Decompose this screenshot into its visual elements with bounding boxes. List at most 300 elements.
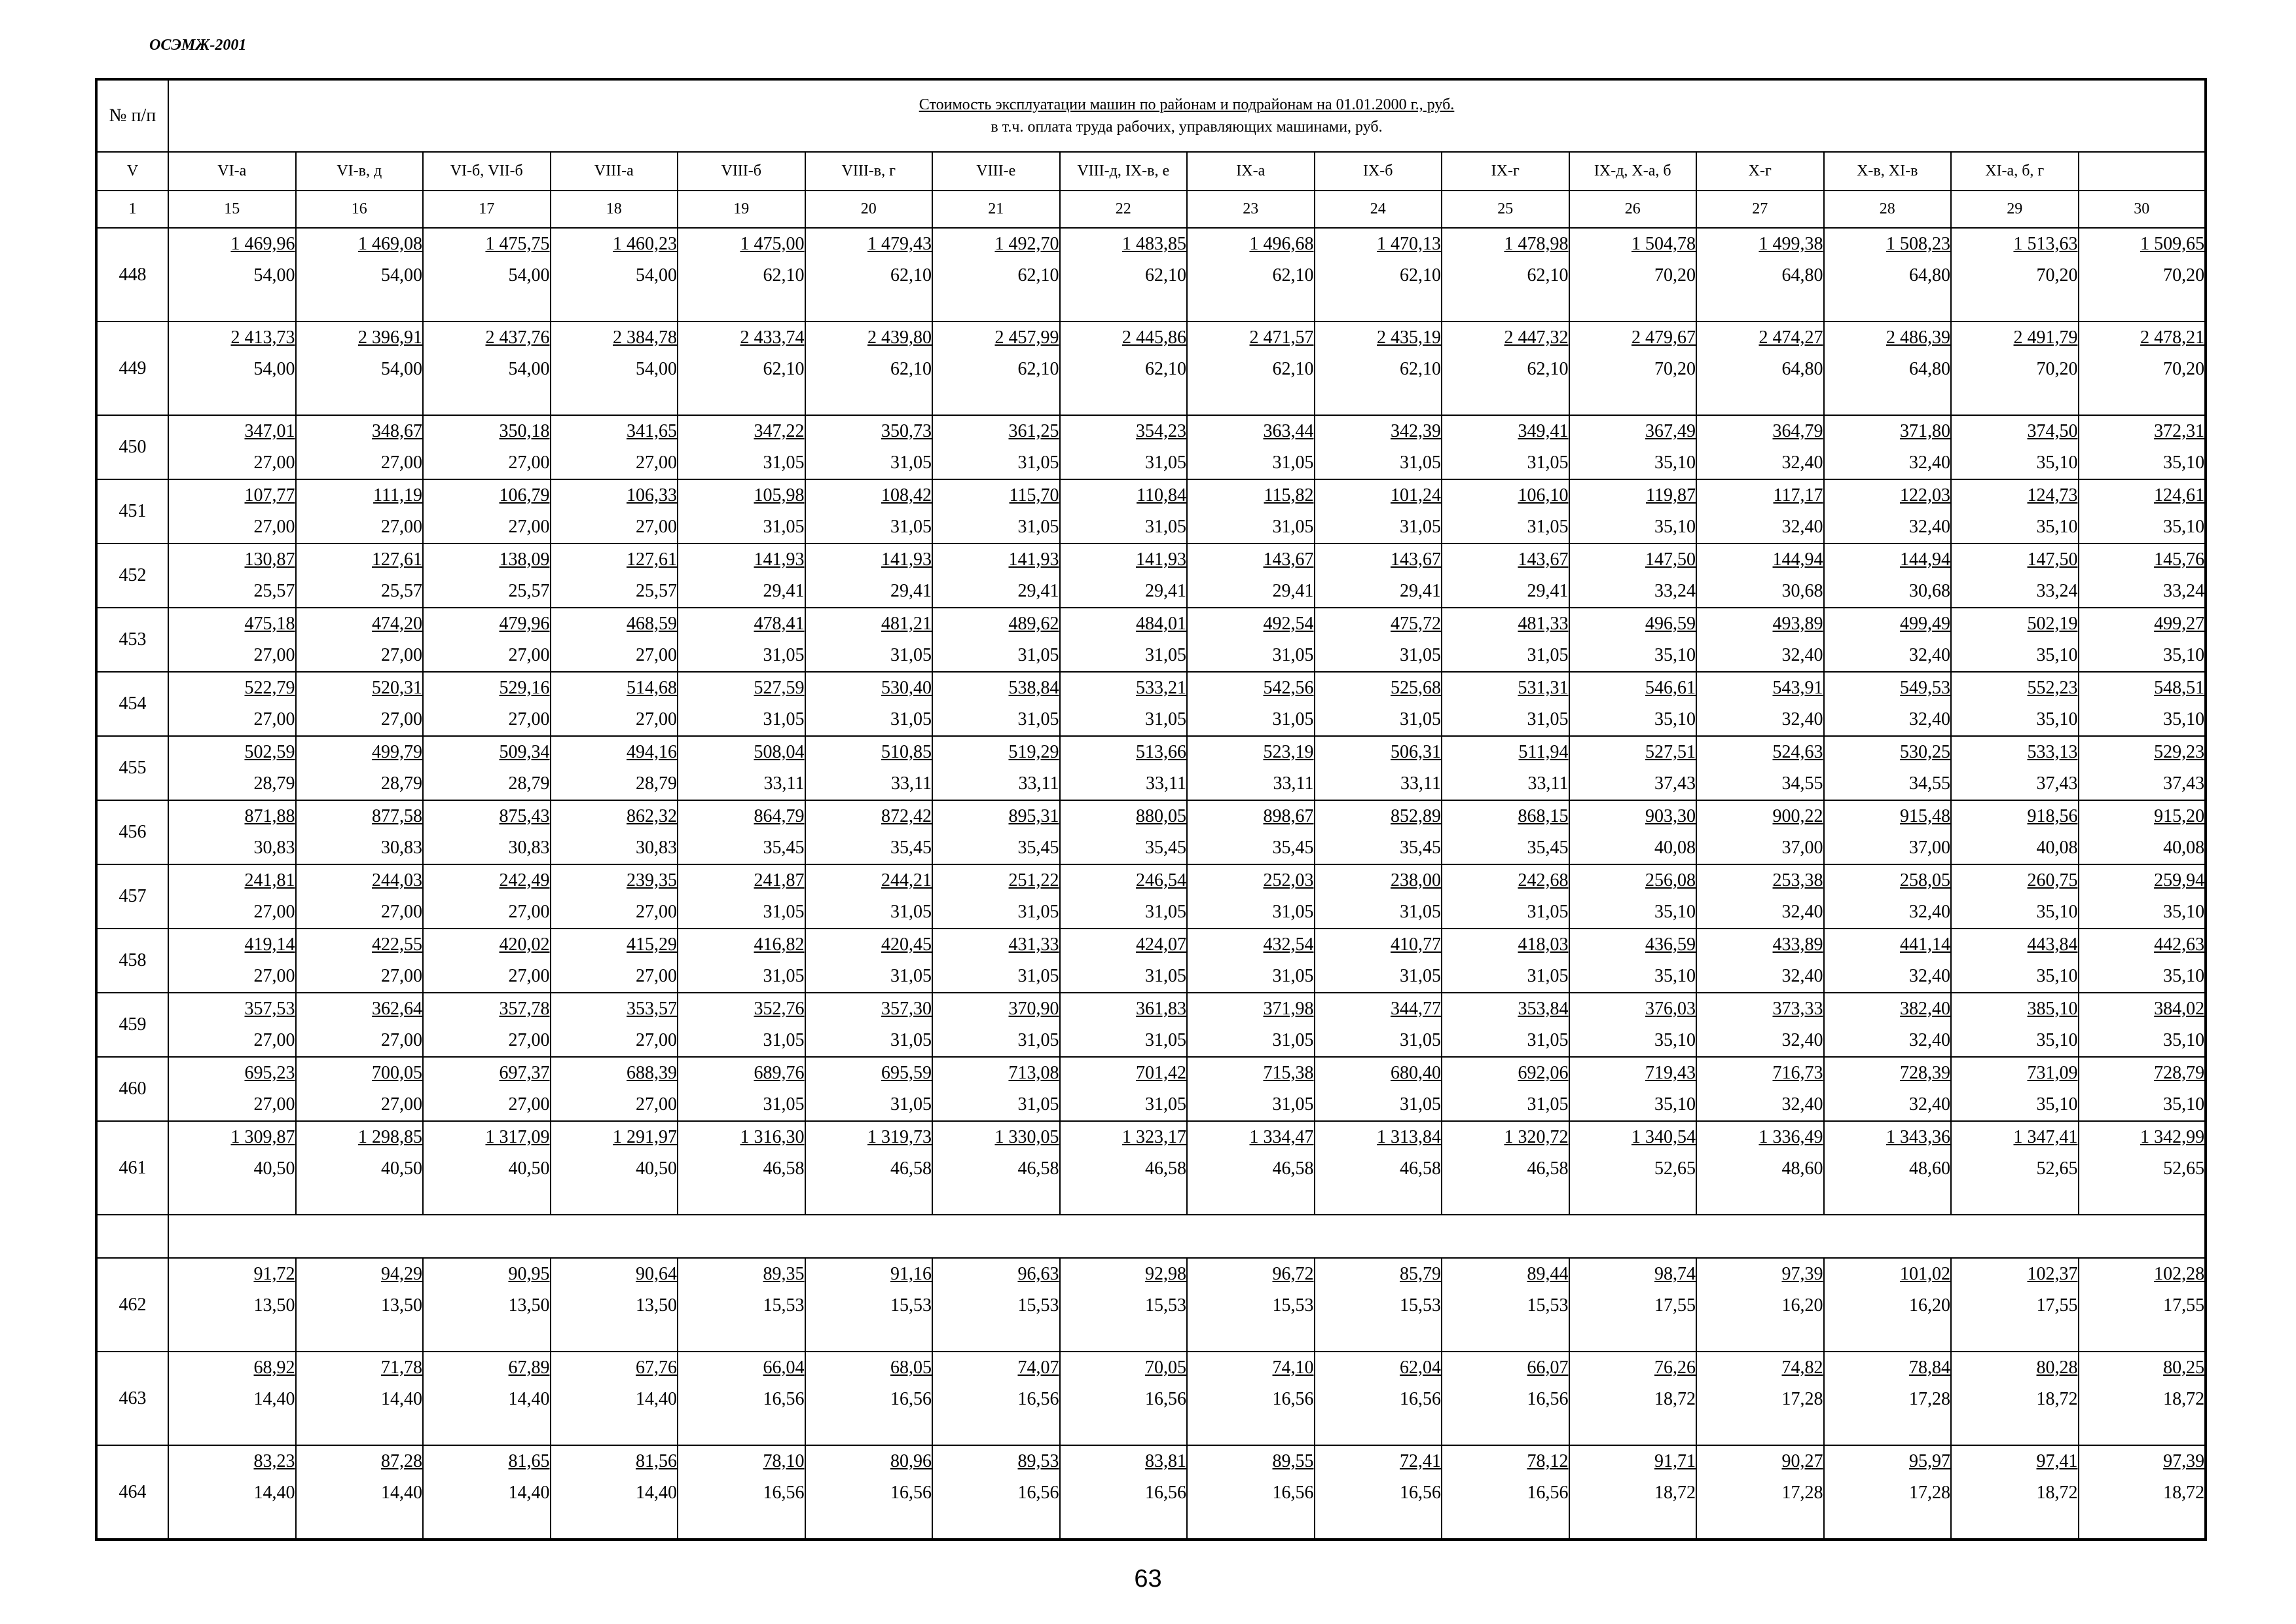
operating-cost: 533,21 xyxy=(1136,678,1186,698)
value-cell xyxy=(1315,864,1442,929)
labor-cost: 27,00 xyxy=(636,709,677,729)
value-cell xyxy=(551,228,678,322)
value-cell xyxy=(1951,1352,2079,1445)
labor-cost: 33,11 xyxy=(763,773,805,794)
operating-cost: 701,42 xyxy=(1136,1063,1186,1083)
labor-cost: 30,68 xyxy=(1781,581,1823,601)
operating-cost: 530,25 xyxy=(1900,742,1950,762)
operating-cost: 542,56 xyxy=(1263,678,1314,698)
value-cell xyxy=(1696,864,1824,929)
value-cell xyxy=(805,993,933,1057)
labor-cost: 31,05 xyxy=(1145,1094,1186,1115)
labor-cost: 16,20 xyxy=(1909,1295,1950,1316)
value-cell xyxy=(168,608,296,672)
value-cell xyxy=(1442,479,1569,544)
value-cell xyxy=(932,415,1060,479)
operating-cost: 147,50 xyxy=(2027,549,2078,570)
column-index: 23 xyxy=(1187,191,1315,228)
labor-cost: 70,20 xyxy=(1654,265,1696,286)
operating-cost: 1 336,49 xyxy=(1758,1127,1823,1147)
labor-cost: 31,05 xyxy=(890,517,932,537)
value-cell xyxy=(1442,1352,1569,1445)
labor-cost: 27,00 xyxy=(253,902,295,922)
value-cell xyxy=(1060,864,1188,929)
operating-cost: 419,14 xyxy=(244,934,295,955)
value-cell xyxy=(1315,736,1442,800)
operating-cost: 2 413,73 xyxy=(230,327,295,348)
operating-cost: 347,01 xyxy=(244,421,295,441)
operating-cost: 143,67 xyxy=(1263,549,1314,570)
value-cell xyxy=(805,864,933,929)
value-cell xyxy=(1696,672,1824,736)
operating-cost: 102,37 xyxy=(2027,1264,2078,1284)
value-cell xyxy=(296,864,424,929)
operating-cost: 1 508,23 xyxy=(1886,234,1950,254)
value-cell xyxy=(1696,736,1824,800)
labor-cost: 27,00 xyxy=(636,1094,677,1115)
operating-cost: 538,84 xyxy=(1008,678,1059,698)
labor-cost: 16,56 xyxy=(1017,1483,1059,1503)
value-cell xyxy=(551,479,678,544)
labor-cost: 31,05 xyxy=(1145,517,1186,537)
value-cell xyxy=(423,544,551,608)
operating-cost: 96,72 xyxy=(1272,1264,1314,1284)
column-index: 29 xyxy=(1951,191,2079,228)
labor-cost: 27,00 xyxy=(381,1094,422,1115)
operating-cost: 2 486,39 xyxy=(1886,327,1950,348)
operating-cost: 484,01 xyxy=(1136,614,1186,634)
value-cell xyxy=(1951,479,2079,544)
machine-cost-table xyxy=(95,78,2207,1541)
value-cell xyxy=(168,864,296,929)
labor-cost: 70,20 xyxy=(1654,359,1696,379)
operating-cost: 361,83 xyxy=(1136,999,1186,1019)
table-row xyxy=(96,1445,2206,1540)
operating-cost: 1 343,36 xyxy=(1886,1127,1950,1147)
value-cell xyxy=(1824,415,1952,479)
labor-cost: 16,56 xyxy=(1400,1389,1441,1409)
labor-cost: 54,00 xyxy=(636,359,677,379)
column-index: 16 xyxy=(296,191,424,228)
table-row xyxy=(96,228,2206,322)
labor-cost: 28,79 xyxy=(381,773,422,794)
value-cell xyxy=(1569,228,1697,322)
value-cell xyxy=(1187,864,1315,929)
value-cell xyxy=(1315,929,1442,993)
value-cell xyxy=(296,544,424,608)
value-cell xyxy=(1187,1445,1315,1540)
value-cell xyxy=(168,415,296,479)
value-cell xyxy=(1187,479,1315,544)
value-cell xyxy=(1569,544,1697,608)
labor-cost: 48,60 xyxy=(1909,1158,1950,1179)
value-cell xyxy=(678,608,805,672)
labor-cost: 25,57 xyxy=(381,581,422,601)
operating-cost: 543,91 xyxy=(1772,678,1823,698)
operating-cost: 80,96 xyxy=(890,1451,932,1471)
value-cell xyxy=(678,1258,805,1352)
labor-cost: 35,10 xyxy=(1654,966,1696,986)
section-break-number xyxy=(96,1215,168,1258)
value-cell xyxy=(296,1258,424,1352)
operating-cost: 2 478,21 xyxy=(2140,327,2205,348)
row-number: 462 xyxy=(96,1258,168,1352)
value-cell xyxy=(1060,672,1188,736)
value-cell xyxy=(1824,544,1952,608)
row-number: 455 xyxy=(96,736,168,800)
labor-cost: 40,08 xyxy=(1654,838,1696,858)
operating-cost: 2 439,80 xyxy=(867,327,932,348)
value-cell xyxy=(932,1121,1060,1215)
labor-cost: 28,79 xyxy=(636,773,677,794)
operating-cost: 370,90 xyxy=(1008,999,1059,1019)
region-header: VI-а xyxy=(168,152,296,191)
table-row xyxy=(96,800,2206,864)
labor-cost: 27,00 xyxy=(381,709,422,729)
value-cell xyxy=(551,800,678,864)
operating-cost: 367,49 xyxy=(1645,421,1696,441)
value-cell xyxy=(551,993,678,1057)
region-header: VIII-д, IX-в, е xyxy=(1060,152,1188,191)
labor-cost: 62,10 xyxy=(1400,265,1441,286)
value-cell xyxy=(423,608,551,672)
value-cell xyxy=(551,608,678,672)
operating-cost: 716,73 xyxy=(1772,1063,1823,1083)
operating-cost: 138,09 xyxy=(499,549,550,570)
labor-cost: 35,10 xyxy=(1654,902,1696,922)
column-index: 21 xyxy=(932,191,1060,228)
operating-cost: 1 478,98 xyxy=(1504,234,1569,254)
operating-cost: 852,89 xyxy=(1391,806,1441,826)
operating-cost: 67,76 xyxy=(636,1357,677,1378)
value-cell xyxy=(678,415,805,479)
value-cell xyxy=(678,1445,805,1540)
value-cell xyxy=(1569,929,1697,993)
operating-cost: 106,79 xyxy=(499,485,550,506)
operating-cost: 499,27 xyxy=(2154,614,2205,634)
value-cell xyxy=(168,1121,296,1215)
operating-cost: 420,45 xyxy=(881,934,932,955)
labor-cost: 27,00 xyxy=(508,709,550,729)
value-cell xyxy=(1442,929,1569,993)
operating-cost: 66,04 xyxy=(763,1357,805,1378)
labor-cost: 17,55 xyxy=(2036,1295,2078,1316)
value-cell xyxy=(1442,800,1569,864)
operating-cost: 80,25 xyxy=(2163,1357,2205,1378)
labor-cost: 31,05 xyxy=(1400,1094,1441,1115)
operating-cost: 85,79 xyxy=(1400,1264,1441,1284)
operating-cost: 728,39 xyxy=(1900,1063,1950,1083)
operating-cost: 101,24 xyxy=(1391,485,1441,506)
operating-cost: 548,51 xyxy=(2154,678,2205,698)
operating-cost: 66,07 xyxy=(1527,1357,1569,1378)
value-cell xyxy=(1569,672,1697,736)
operating-cost: 122,03 xyxy=(1900,485,1950,506)
operating-cost: 81,56 xyxy=(636,1451,677,1471)
value-cell xyxy=(1187,929,1315,993)
operating-cost: 238,00 xyxy=(1391,870,1441,891)
table-row xyxy=(96,929,2206,993)
region-header: VIII-а xyxy=(551,152,678,191)
operating-cost: 251,22 xyxy=(1008,870,1059,891)
labor-cost: 16,56 xyxy=(1527,1389,1569,1409)
operating-cost: 877,58 xyxy=(372,806,422,826)
value-cell xyxy=(1824,1057,1952,1121)
value-cell xyxy=(2079,800,2206,864)
value-cell xyxy=(2079,993,2206,1057)
value-cell xyxy=(296,1352,424,1445)
value-cell xyxy=(2079,929,2206,993)
labor-cost: 29,41 xyxy=(1272,581,1314,601)
labor-cost: 35,10 xyxy=(2163,645,2205,665)
labor-cost: 15,53 xyxy=(1400,1295,1441,1316)
value-cell xyxy=(932,322,1060,415)
operating-cost: 141,93 xyxy=(881,549,932,570)
value-cell xyxy=(932,228,1060,322)
value-cell xyxy=(1696,1445,1824,1540)
operating-cost: 692,06 xyxy=(1518,1063,1569,1083)
value-cell xyxy=(1569,864,1697,929)
labor-cost: 35,10 xyxy=(2163,1094,2205,1115)
operating-cost: 124,61 xyxy=(2154,485,2205,506)
operating-cost: 78,10 xyxy=(763,1451,805,1471)
operating-cost: 915,20 xyxy=(2154,806,2205,826)
operating-cost: 361,25 xyxy=(1008,421,1059,441)
operating-cost: 688,39 xyxy=(627,1063,677,1083)
operating-cost: 83,81 xyxy=(1145,1451,1186,1471)
value-cell xyxy=(1951,544,2079,608)
operating-cost: 90,27 xyxy=(1781,1451,1823,1471)
labor-cost: 32,40 xyxy=(1781,452,1823,473)
operating-cost: 474,20 xyxy=(372,614,422,634)
labor-cost: 34,55 xyxy=(1781,773,1823,794)
operating-cost: 371,80 xyxy=(1900,421,1950,441)
operating-cost: 96,63 xyxy=(1017,1264,1059,1284)
labor-cost: 37,43 xyxy=(2163,773,2205,794)
labor-cost: 31,05 xyxy=(1272,517,1314,537)
operating-cost: 89,55 xyxy=(1272,1451,1314,1471)
value-cell xyxy=(1315,322,1442,415)
value-cell xyxy=(1442,544,1569,608)
value-cell xyxy=(932,864,1060,929)
labor-cost: 15,53 xyxy=(1017,1295,1059,1316)
value-cell xyxy=(1442,1258,1569,1352)
value-cell xyxy=(1569,415,1697,479)
value-cell xyxy=(168,993,296,1057)
operating-cost: 72,41 xyxy=(1400,1451,1441,1471)
region-header: IX-б xyxy=(1315,152,1442,191)
operating-cost: 689,76 xyxy=(754,1063,805,1083)
operating-cost: 95,97 xyxy=(1909,1451,1950,1471)
labor-cost: 33,11 xyxy=(1527,773,1569,794)
labor-cost: 25,57 xyxy=(636,581,677,601)
operating-cost: 68,05 xyxy=(890,1357,932,1378)
value-cell xyxy=(1315,1121,1442,1215)
operating-cost: 364,79 xyxy=(1772,421,1823,441)
labor-cost: 31,05 xyxy=(1272,709,1314,729)
value-cell xyxy=(1951,415,2079,479)
labor-cost: 27,00 xyxy=(636,452,677,473)
operating-cost: 494,16 xyxy=(627,742,677,762)
value-cell xyxy=(1569,1445,1697,1540)
labor-cost: 35,45 xyxy=(1017,838,1059,858)
region-header: VIII-е xyxy=(932,152,1060,191)
region-header-row xyxy=(96,152,2206,191)
table-row xyxy=(96,672,2206,736)
operating-cost: 1 342,99 xyxy=(2140,1127,2205,1147)
operating-cost: 719,43 xyxy=(1645,1063,1696,1083)
labor-cost: 54,00 xyxy=(508,265,550,286)
value-cell xyxy=(1824,1258,1952,1352)
value-cell xyxy=(805,1258,933,1352)
labor-cost: 35,10 xyxy=(2163,517,2205,537)
value-cell xyxy=(1951,1057,2079,1121)
labor-cost: 27,00 xyxy=(253,645,295,665)
labor-cost: 31,05 xyxy=(1272,1030,1314,1050)
column-index: 22 xyxy=(1060,191,1188,228)
operating-cost: 260,75 xyxy=(2027,870,2078,891)
operating-cost: 354,23 xyxy=(1136,421,1186,441)
labor-cost: 31,05 xyxy=(1017,452,1059,473)
value-cell xyxy=(296,672,424,736)
value-cell xyxy=(296,800,424,864)
labor-cost: 62,10 xyxy=(1017,359,1059,379)
labor-cost: 16,56 xyxy=(763,1483,805,1503)
value-cell xyxy=(1187,1352,1315,1445)
value-cell xyxy=(805,479,933,544)
labor-cost: 62,10 xyxy=(1017,265,1059,286)
operating-cost: 493,89 xyxy=(1772,614,1823,634)
value-cell xyxy=(1951,322,2079,415)
labor-cost: 31,05 xyxy=(1272,452,1314,473)
labor-cost: 31,05 xyxy=(890,1030,932,1050)
operating-cost: 83,23 xyxy=(253,1451,295,1471)
operating-cost: 1 475,00 xyxy=(740,234,805,254)
operating-cost: 524,63 xyxy=(1772,742,1823,762)
value-cell xyxy=(1187,544,1315,608)
labor-cost: 14,40 xyxy=(636,1389,677,1409)
operating-cost: 363,44 xyxy=(1263,421,1314,441)
labor-cost: 27,00 xyxy=(636,902,677,922)
operating-cost: 481,21 xyxy=(881,614,932,634)
labor-cost: 27,00 xyxy=(508,1094,550,1115)
operating-cost: 915,48 xyxy=(1900,806,1950,826)
value-cell xyxy=(423,322,551,415)
value-cell xyxy=(1951,1258,2079,1352)
column-index: 15 xyxy=(168,191,296,228)
value-cell xyxy=(1569,479,1697,544)
value-cell xyxy=(1442,1057,1569,1121)
value-cell xyxy=(1060,1445,1188,1540)
labor-cost: 31,05 xyxy=(890,902,932,922)
labor-cost: 16,56 xyxy=(1145,1389,1186,1409)
value-cell xyxy=(551,1121,678,1215)
labor-cost: 46,58 xyxy=(1017,1158,1059,1179)
value-cell xyxy=(1060,800,1188,864)
labor-cost: 18,72 xyxy=(1654,1483,1696,1503)
value-cell xyxy=(932,608,1060,672)
row-number: 463 xyxy=(96,1352,168,1445)
value-cell xyxy=(296,1057,424,1121)
value-cell xyxy=(678,479,805,544)
labor-cost: 31,05 xyxy=(1527,902,1569,922)
column-index: 17 xyxy=(423,191,551,228)
value-cell xyxy=(1824,1121,1952,1215)
value-cell xyxy=(168,929,296,993)
operating-cost: 431,33 xyxy=(1008,934,1059,955)
operating-cost: 1 475,75 xyxy=(485,234,550,254)
table-row xyxy=(96,993,2206,1057)
table-row xyxy=(96,544,2206,608)
operating-cost: 350,18 xyxy=(499,421,550,441)
operating-cost: 78,12 xyxy=(1527,1451,1569,1471)
value-cell xyxy=(1951,608,2079,672)
labor-cost: 35,45 xyxy=(763,838,805,858)
operating-cost: 107,77 xyxy=(244,485,295,506)
labor-cost: 27,00 xyxy=(381,452,422,473)
operating-cost: 87,28 xyxy=(381,1451,422,1471)
operating-cost: 898,67 xyxy=(1263,806,1314,826)
operating-cost: 530,40 xyxy=(881,678,932,698)
operating-cost: 353,57 xyxy=(627,999,677,1019)
value-cell xyxy=(423,672,551,736)
operating-cost: 242,68 xyxy=(1518,870,1569,891)
labor-cost: 35,10 xyxy=(1654,1030,1696,1050)
labor-cost: 64,80 xyxy=(1781,265,1823,286)
labor-cost: 62,10 xyxy=(1272,359,1314,379)
operating-cost: 546,61 xyxy=(1645,678,1696,698)
operating-cost: 74,07 xyxy=(1017,1357,1059,1378)
labor-cost: 16,56 xyxy=(1527,1483,1569,1503)
operating-cost: 871,88 xyxy=(244,806,295,826)
labor-cost: 31,05 xyxy=(1400,902,1441,922)
labor-cost: 32,40 xyxy=(1909,452,1950,473)
labor-cost: 31,05 xyxy=(890,645,932,665)
operating-cost: 1 291,97 xyxy=(613,1127,677,1147)
labor-cost: 17,55 xyxy=(1654,1295,1696,1316)
operating-cost: 1 479,43 xyxy=(867,234,932,254)
operating-cost: 509,34 xyxy=(499,742,550,762)
value-cell xyxy=(1696,800,1824,864)
labor-cost: 64,80 xyxy=(1909,359,1950,379)
region-header: IX-д, X-а, б xyxy=(1569,152,1697,191)
value-cell xyxy=(1824,993,1952,1057)
labor-cost: 31,05 xyxy=(763,709,805,729)
operating-cost: 529,23 xyxy=(2154,742,2205,762)
table-title-row xyxy=(96,79,2206,152)
labor-cost: 27,00 xyxy=(508,517,550,537)
labor-cost: 40,50 xyxy=(508,1158,550,1179)
value-cell xyxy=(1315,1352,1442,1445)
operating-cost: 481,33 xyxy=(1518,614,1569,634)
row-number: 450 xyxy=(96,415,168,479)
labor-cost: 16,56 xyxy=(763,1389,805,1409)
value-cell xyxy=(1060,1057,1188,1121)
operating-cost: 89,53 xyxy=(1017,1451,1059,1471)
labor-cost: 62,10 xyxy=(763,265,805,286)
table-row xyxy=(96,1215,2206,1258)
value-cell xyxy=(805,1352,933,1445)
operating-cost: 695,23 xyxy=(244,1063,295,1083)
labor-cost: 27,00 xyxy=(508,645,550,665)
labor-cost: 31,05 xyxy=(1527,452,1569,473)
value-cell xyxy=(168,544,296,608)
labor-cost: 27,00 xyxy=(253,1094,295,1115)
operating-cost: 529,16 xyxy=(499,678,550,698)
column-index: 20 xyxy=(805,191,933,228)
labor-cost: 15,53 xyxy=(1145,1295,1186,1316)
value-cell xyxy=(1824,1445,1952,1540)
